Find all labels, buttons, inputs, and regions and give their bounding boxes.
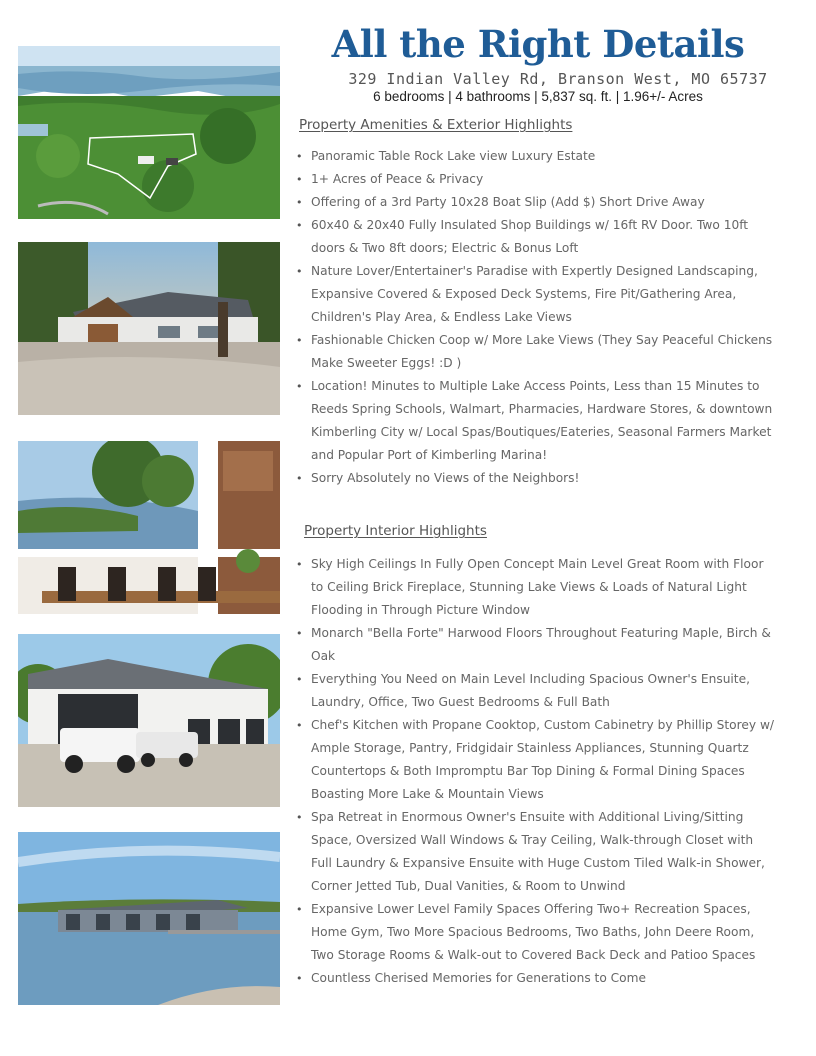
boat-dock-photo	[18, 832, 280, 1005]
list-item: • Spa Retreat in Enormous Owner's Ensuite with Additional Living/Sitting Space, Oversized Wall Windows & Tray Ceiling, Walk-through Closet with Full Laundry & Expansive Ensuite with Huge Custom Tiled Walk-in Shower, Corner Jetted Tub, Dual Vanities, & Room to Unwind	[296, 806, 776, 898]
property-specs: 6 bedrooms | 4 bathrooms | 5,837 sq. ft. | 1.96+/- Acres	[373, 89, 703, 104]
list-item: • Location! Minutes to Multiple Lake Access Points, Less than 15 Minutes to Reeds Spring Schools, Walmart, Pharmacies, Hardware Stores, & downtown Kimberling City w/ Local Spas/Boutiques/Eateries, Seasonal Farmers Market and Popular Port of Kimberling Marina!	[296, 375, 776, 467]
list-item: • Expansive Lower Level Family Spaces Offering Two+ Recreation Spaces, Home Gym, Two More Spacious Bedrooms, Two Baths, John Deere Room, Two Storage Rooms & Walk-out to Covered Back Deck and Patioo Spaces	[296, 898, 776, 967]
interior-highlights-list	[296, 553, 776, 990]
list-item: • Sorry Absolutely no Views of the Neighbors!	[296, 467, 776, 490]
interior-highlights-heading: Property Interior Highlights	[304, 523, 487, 539]
list-item: • Everything You Need on Main Level Including Spacious Owner's Ensuite, Laundry, Office, Two Guest Bedrooms & Full Bath	[296, 668, 776, 714]
exterior-highlights-list	[296, 145, 776, 490]
list-item: • Fashionable Chicken Coop w/ More Lake Views (They Say Peaceful Chickens Make Sweeter Eggs! :D )	[296, 329, 776, 375]
list-item: • Chef's Kitchen with Propane Cooktop, Custom Cabinetry by Phillip Storey w/ Ample Storage, Pantry, Fridgidair Stainless Appliances, Stunning Quartz Countertops & Both Impromptu Bar Top Dining & Formal Dining Spaces Boasting More Lake & Mountain Views	[296, 714, 776, 806]
shop-building-trucks-photo	[18, 634, 280, 807]
dining-lake-view-photo	[18, 441, 280, 614]
house-exterior-photo	[18, 242, 280, 415]
list-item: • Monarch "Bella Forte" Harwood Floors Throughout Featuring Maple, Birch & Oak	[296, 622, 776, 668]
list-item: • 60x40 & 20x40 Fully Insulated Shop Buildings w/ 16ft RV Door. Two 10ft doors & Two 8ft doors; Electric & Bonus Loft	[296, 214, 776, 260]
list-item: • Countless Cherised Memories for Generations to Come	[296, 967, 776, 990]
exterior-highlights-heading: Property Amenities & Exterior Highlights	[299, 117, 573, 133]
list-item: • Offering of a 3rd Party 10x28 Boat Slip (Add $) Short Drive Away	[296, 191, 776, 214]
list-item: • Sky High Ceilings In Fully Open Concept Main Level Great Room with Floor to Ceiling Brick Fireplace, Stunning Lake Views & Loads of Natural Light Flooding in Through Picture Window	[296, 553, 776, 622]
aerial-lake-property-photo	[18, 46, 280, 219]
property-address: 329 Indian Valley Rd, Branson West, MO 65737	[348, 70, 768, 88]
list-item: • Nature Lover/Entertainer's Paradise with Expertly Designed Landscaping, Expansive Covered & Exposed Deck Systems, Fire Pit/Gathering Area, Children's Play Area, & Endless Lake Views	[296, 260, 776, 329]
list-item: • 1+ Acres of Peace & Privacy	[296, 168, 776, 191]
page-title: All the Right Details	[331, 22, 745, 66]
list-item: • Panoramic Table Rock Lake view Luxury Estate	[296, 145, 776, 168]
